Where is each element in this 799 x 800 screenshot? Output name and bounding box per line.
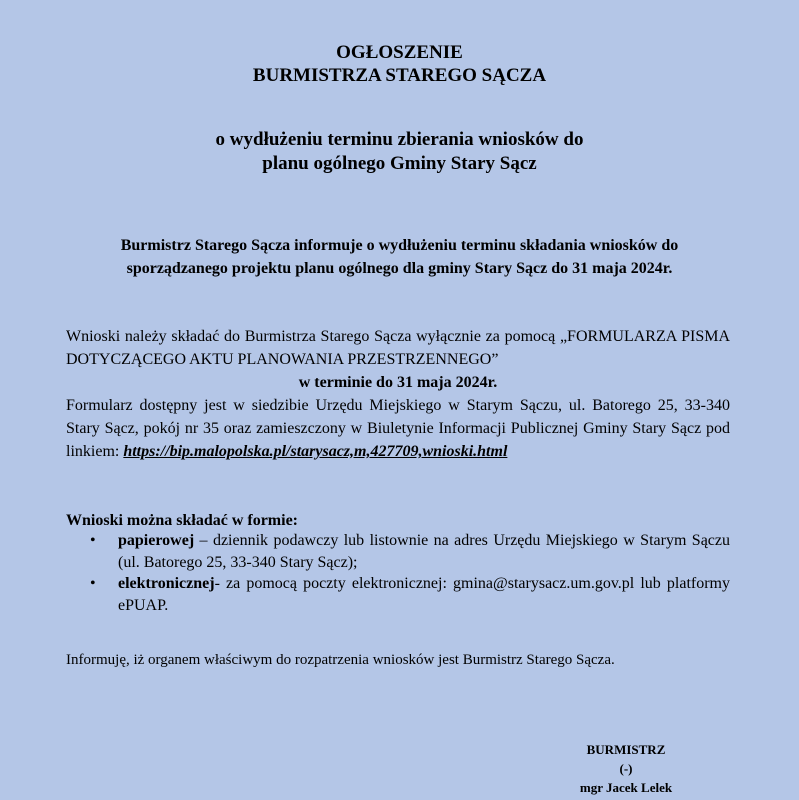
subtitle-line-1: o wydłużeniu terminu zbierania wniosków do	[215, 129, 584, 150]
instructions-deadline: w terminie do 31 maja 2024r.	[298, 374, 498, 391]
availability-text: Formularz dostępny jest w siedzibie Urzędu Miejskiego w Starym Sączu, ul. Batorego 25, 33-340 Stary Sącz, pokój nr 35 oraz zamieszczony w Biuletynie Informacji Publicznej Gminy Stary Sącz pod linkiem:	[66, 397, 730, 460]
signature-role: BURMISTRZ	[586, 742, 666, 757]
lead-paragraph	[0, 234, 799, 280]
lead-line-2: sporządzanego projektu planu ogólnego dla gminy Stary Sącz do 31 maja 2024r.	[126, 260, 673, 277]
form-type-label: papierowej	[118, 532, 195, 549]
form-type-text: – dziennik podawczy lub listownie na adres Urzędu Miejskiego w Starym Sączu (ul. Batorego 25, 33-340 Stary Sącz);	[118, 532, 730, 571]
instructions-availability	[66, 394, 730, 463]
instructions-intro: Wnioski należy składać do Burmistrza Starego Sącza wyłącznie za pomocą „FORMULARZA PISMA DOTYCZĄCEGO AKTU PLANOWANIA PRZESTRZENNEGO”	[66, 328, 730, 368]
lead-line-1: Burmistrz Starego Sącza informuje o wydłużeniu terminu składania wniosków do	[120, 237, 679, 254]
subtitle-line-2: planu ogólnego Gminy Stary Sącz	[262, 153, 537, 174]
bullet-icon: •	[90, 532, 96, 549]
page-subtitle	[0, 128, 799, 176]
form-type-label: elektronicznej	[118, 575, 215, 592]
instructions-paragraph	[66, 325, 730, 463]
form-type-text: - za pomocą poczty elektronicznej: gmina@starysacz.um.gov.pl lub platformy ePUAP.	[118, 575, 730, 614]
signature-name: mgr Jacek Lelek	[579, 780, 673, 795]
signature-block	[546, 740, 706, 797]
forms-link[interactable]: https://bip.malopolska.pl/starysacz,m,427709,wnioski.html	[123, 443, 508, 460]
forms-list	[66, 530, 730, 616]
list-item	[66, 573, 730, 616]
title-line-2: BURMISTRZA STAREGO SĄCZA	[252, 65, 547, 86]
forms-heading: Wnioski można składać w formie:	[66, 512, 298, 529]
bullet-icon: •	[90, 575, 96, 592]
closing-paragraph: Informuję, iż organem właściwym do rozpatrzenia wniosków jest Burmistrz Starego Sącza.	[66, 652, 615, 668]
list-item	[66, 530, 730, 573]
page-title	[0, 41, 799, 87]
title-line-1: OGŁOSZENIE	[336, 42, 463, 63]
signature-mark: (-)	[619, 761, 633, 776]
